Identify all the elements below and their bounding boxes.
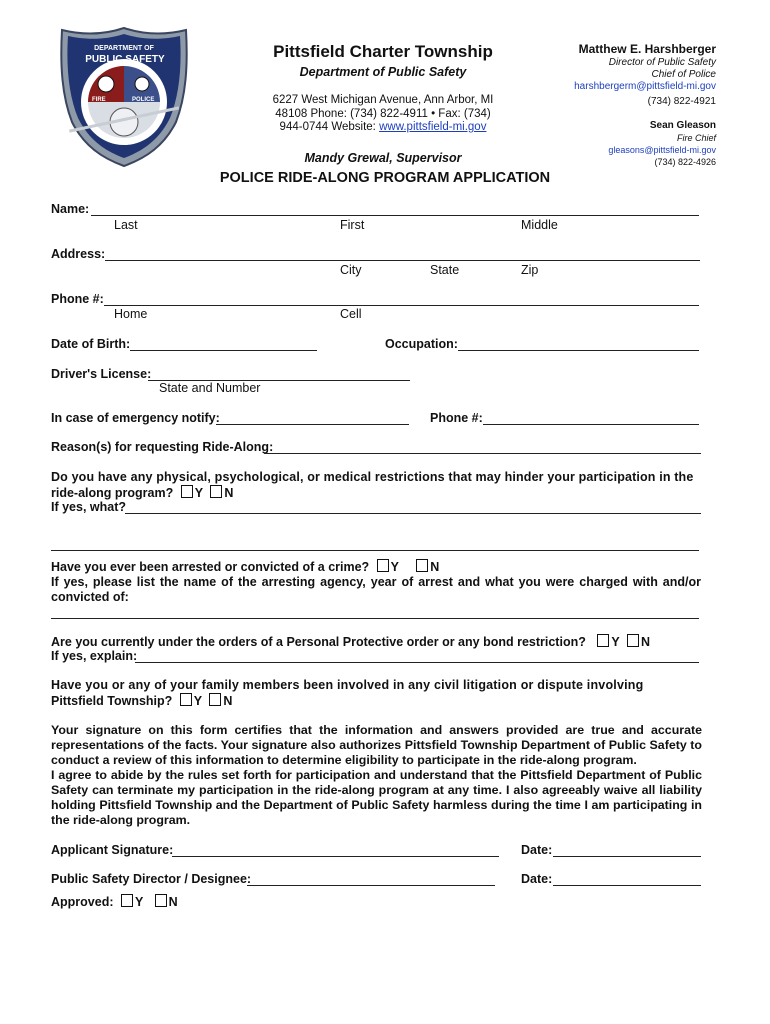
approved-row: Approved: Y N (51, 895, 178, 909)
badge-police-label: POLICE (132, 97, 155, 103)
township-title: Pittsfield Charter Township (273, 42, 493, 61)
dob-field[interactable] (130, 350, 317, 351)
supervisor-line: Mandy Grewal, Supervisor (304, 151, 462, 165)
director-email-link[interactable]: harshbergerm@pittsfield-mi.gov (574, 81, 716, 92)
director-date-label: Date: (521, 872, 553, 886)
protective-yes-checkbox[interactable] (597, 634, 609, 647)
badge-fire-label: FIRE (92, 97, 106, 103)
question-protective-order: Are you currently under the orders of a Personal Protective order or any bond restriction? Y N (51, 635, 650, 649)
director-name: Matthew E. Harshberger (578, 42, 716, 56)
address-state-caption: State (430, 263, 460, 277)
arrested-ifyes-line-2: convicted of: (51, 590, 129, 604)
applicant-signature-field[interactable] (172, 856, 499, 857)
arrested-ifyes-line-1: If yes, please list the name of the arresting agency, year of arrest and what you were charged with and/or (51, 575, 701, 589)
occupation-label: Occupation: (385, 337, 458, 351)
name-last-caption: Last (114, 218, 138, 232)
director-signature-field[interactable] (247, 885, 495, 886)
protective-ifyes-label: If yes, explain: (51, 649, 138, 663)
director-date-field[interactable] (553, 885, 701, 886)
address-zip-caption: Zip (521, 263, 539, 277)
certification-paragraph-1: Your signature on this form certifies that the information and answers provided are true and accurate representations of the facts. Your signature also authorizes Pittsfield Township Department of Public Safety to conduct a review of this information to determine eligibility to participate in the ride-along program. (51, 723, 702, 767)
arrested-ifyes-text (51, 575, 701, 605)
restrictions-ifyes-label: If yes, what? (51, 500, 127, 514)
question-restrictions-line-1: Do you have any physical, psychological, or medical restrictions that may hinder your participation in the (51, 470, 694, 484)
phone-label: Phone #: (51, 292, 104, 306)
address-line-1: 6227 West Michigan Avenue, Ann Arbor, MI (272, 94, 494, 106)
name-first-caption: First (340, 218, 365, 232)
restrictions-ifyes-field[interactable] (125, 513, 701, 514)
address-line-2: 48108 Phone: (734) 822-4911 • Fax: (734) (275, 107, 491, 120)
director-title-1: Director of Public Safety (608, 57, 716, 68)
emergency-field[interactable] (216, 424, 409, 425)
badge-ring-text-1: DEPARTMENT OF (94, 45, 154, 52)
applicant-date-label: Date: (521, 843, 553, 857)
emergency-label: In case of emergency notify: (51, 411, 220, 425)
director-title-2: Chief of Police (651, 69, 716, 80)
question-restrictions-line-2: ride-along program? Y N (51, 486, 234, 500)
department-subtitle: Department of Public Safety (299, 65, 467, 79)
chief-email-link[interactable]: gleasons@pittsfield-mi.gov (608, 145, 716, 155)
contacts-block (540, 43, 716, 168)
address-line-3: 944-0744 Website: www.pittsfield-mi.gov (279, 121, 487, 133)
litigation-yes-checkbox[interactable] (180, 693, 192, 706)
badge-ring-text-2: PUBLIC SAFETY (85, 54, 165, 65)
reason-label: Reason(s) for requesting Ride-Along: (51, 440, 274, 454)
approved-no-checkbox[interactable] (155, 894, 167, 907)
approved-yes-checkbox[interactable] (121, 894, 133, 907)
director-phone: (734) 822-4921 (647, 96, 716, 107)
question-restrictions (51, 470, 701, 501)
restrictions-no-checkbox[interactable] (210, 485, 222, 498)
arrested-details-field[interactable] (51, 618, 699, 619)
reason-field[interactable] (264, 453, 701, 454)
dob-label: Date of Birth: (51, 337, 131, 351)
applicant-signature-label: Applicant Signature: (51, 843, 174, 857)
phone-cell-caption: Cell (340, 307, 362, 321)
certification-paragraph-2: I agree to abide by the rules set forth for participation and understand that the Pittsfield Department of Public Safety can terminate my participation in the ride-along program at any time. I also agreeably waive all liability holding Pittsfield Township and the Department of Public Safety harmless during the time I am participating in the ride-along program. (51, 768, 702, 827)
emergency-phone-label: Phone #: (430, 411, 483, 425)
question-civil-litigation (51, 678, 701, 709)
department-badge-logo (58, 26, 190, 168)
address-field[interactable] (105, 260, 700, 261)
form-title: POLICE RIDE-ALONG PROGRAM APPLICATION (219, 170, 551, 186)
phone-field[interactable] (104, 305, 699, 306)
chief-title: Fire Chief (676, 133, 716, 143)
applicant-date-field[interactable] (553, 856, 701, 857)
restrictions-extra-line[interactable] (51, 550, 699, 551)
certification-statement (51, 723, 702, 828)
arrested-yes-checkbox[interactable] (377, 559, 389, 572)
arrested-no-checkbox[interactable] (416, 559, 428, 572)
name-middle-caption: Middle (521, 218, 558, 232)
address-label: Address: (51, 247, 106, 261)
director-signature-label: Public Safety Director / Designee: (51, 872, 252, 886)
license-caption: State and Number (159, 381, 261, 395)
protective-ifyes-field[interactable] (135, 662, 699, 663)
protective-no-checkbox[interactable] (627, 634, 639, 647)
question-civil-line-2: Pittsfield Township? Y N (51, 694, 233, 708)
occupation-field[interactable] (458, 350, 699, 351)
phone-home-caption: Home (114, 307, 148, 321)
license-label: Driver's License: (51, 367, 152, 381)
question-civil-line-1: Have you or any of your family members been involved in any civil litigation or dispute involving (51, 678, 644, 692)
name-label: Name: (51, 202, 90, 216)
chief-phone: (734) 822-4926 (654, 157, 716, 167)
question-arrested: Have you ever been arrested or convicted of a crime? Y N (51, 560, 440, 574)
restrictions-yes-checkbox[interactable] (181, 485, 193, 498)
chief-name: Sean Gleason (649, 120, 716, 131)
emergency-phone-field[interactable] (483, 424, 699, 425)
address-block (250, 94, 516, 135)
address-city-caption: City (340, 263, 362, 277)
website-link[interactable]: www.pittsfield-mi.gov (379, 121, 487, 133)
litigation-no-checkbox[interactable] (209, 693, 221, 706)
name-field[interactable] (91, 215, 699, 216)
